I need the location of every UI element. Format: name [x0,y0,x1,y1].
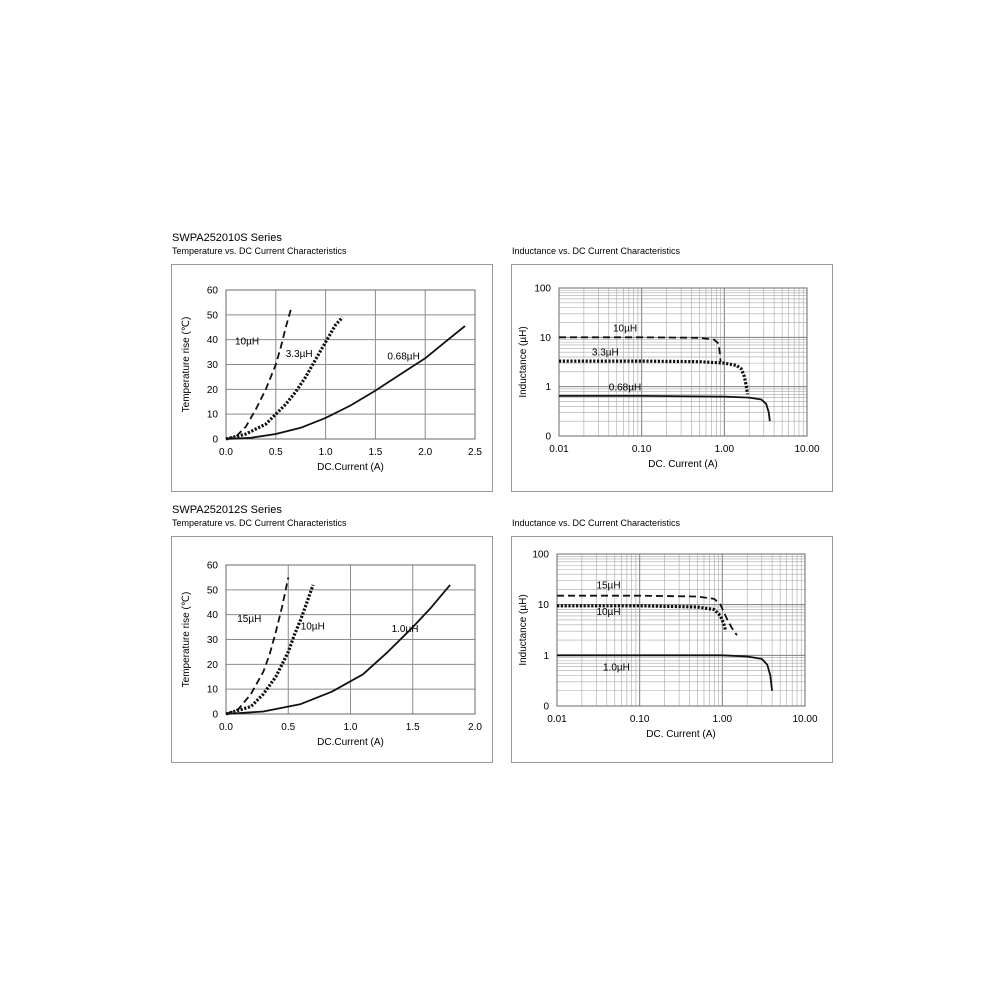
series-title-2: SWPA252012S Series [172,504,282,516]
x-tick-label: 1.0 [318,447,333,458]
x-axis-label: DC. Current (A) [646,729,716,740]
x-axis-label: DC.Current (A) [317,462,384,473]
x-tick-label: 1.00 [712,714,733,725]
y-tick-label: 20 [206,384,218,396]
series-line-solid [226,585,450,714]
series-line-solid [559,396,770,421]
y-tick-label: 10 [206,684,218,696]
series-label: 1.0µH [391,624,419,636]
x-tick-label: 10.00 [794,444,820,455]
x-tick-label: 10.00 [792,714,818,725]
chart-panel-temp-1 [171,264,493,492]
y-tick-label: 1 [545,382,551,394]
y-axis-label: Temperature rise (℃) [181,591,192,688]
chart-title-temp-2: Temperature vs. DC Current Characteristics [172,518,347,528]
series-line-dotted [559,361,747,394]
series-label: 10µH [596,606,621,618]
x-tick-label: 0.0 [219,447,233,458]
y-tick-label: 50 [206,310,218,322]
y-tick-label: 60 [206,285,218,297]
y-tick-label: 40 [206,335,218,347]
series-label: 3.3µH [285,349,313,361]
series-label: 10µH [612,323,638,335]
y-axis-label: Temperature rise (℃) [181,316,192,413]
y-tick-label: 10 [537,600,549,612]
chart-panel-temp-2 [171,536,493,763]
x-tick-label: 2.0 [418,447,433,458]
y-tick-label: 10 [206,409,218,421]
series-title-1: SWPA252010S Series [172,232,282,244]
y-axis-label: Inductance (µH) [518,594,529,666]
y-tick-label: 20 [206,659,218,671]
series-line-dashed [226,310,291,439]
y-tick-label: 100 [532,549,549,561]
series-line-dashed [557,596,737,636]
x-tick-label: 0.01 [549,444,569,455]
x-tick-label: 0.0 [219,722,233,733]
chart-panel-ind-2 [511,536,833,763]
series-label: 10µH [234,336,260,348]
y-axis-label: Inductance (µH) [518,326,529,398]
plot-area [557,554,805,706]
series-label: 1.0µH [602,662,630,674]
x-axis-label: DC. Current (A) [648,459,718,470]
y-tick-label: 0 [212,434,218,446]
series-label: 3.3µH [591,347,619,359]
series-label: 10µH [300,621,325,633]
y-tick-label: 0 [212,709,218,721]
x-tick-label: 0.5 [281,722,296,733]
chart-temp-1 [172,265,492,491]
series-label: 0.68µH [387,351,420,363]
series-line-dashed [226,577,288,714]
y-tick-label: 50 [206,585,218,597]
chart-title-temp-1: Temperature vs. DC Current Characteristics [172,246,347,256]
series-line-dotted [226,585,313,714]
y-tick-label: 40 [206,610,218,622]
x-tick-label: 0.10 [631,444,652,455]
chart-ind-1 [512,265,832,491]
x-axis-label: DC.Current (A) [317,737,384,748]
y-tick-label: 30 [206,360,218,371]
chart-panel-ind-1 [511,264,833,492]
series-label: 15µH [596,580,621,592]
y-tick-label: 0 [545,431,551,443]
series-line-dashed [559,337,721,361]
y-tick-label: 30 [206,635,218,646]
y-tick-label: 10 [539,332,551,344]
y-tick-label: 1 [543,650,549,662]
series-label: 15µH [237,614,262,626]
x-tick-label: 1.5 [405,722,420,733]
x-tick-label: 2.0 [468,722,482,733]
x-tick-label: 1.5 [368,447,383,458]
y-tick-label: 100 [534,283,551,295]
x-tick-label: 0.5 [268,447,283,458]
chart-temp-2 [172,537,492,762]
y-tick-label: 60 [206,560,218,572]
x-tick-label: 0.10 [629,714,650,725]
series-line-solid [226,326,465,439]
x-tick-label: 0.01 [547,714,567,725]
chart-title-ind-1: Inductance vs. DC Current Characteristics [512,246,681,256]
x-tick-label: 1.00 [714,444,735,455]
x-tick-label: 1.0 [343,722,358,733]
chart-ind-2 [512,537,832,762]
series-label: 0.68µH [608,382,642,394]
chart-title-ind-2: Inductance vs. DC Current Characteristics [512,518,681,528]
y-tick-label: 0 [543,701,549,713]
x-tick-label: 2.5 [468,447,482,458]
